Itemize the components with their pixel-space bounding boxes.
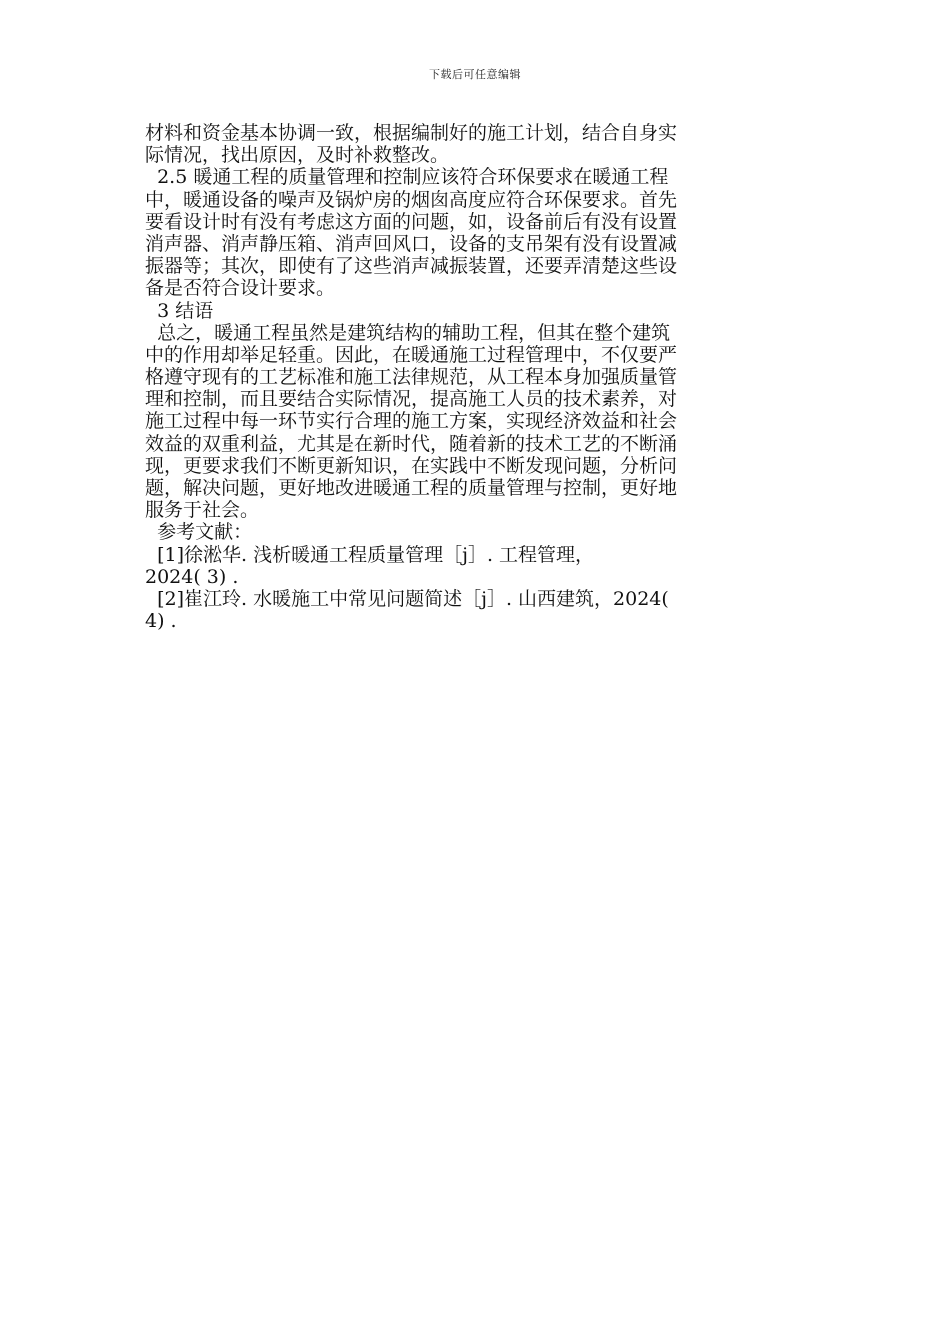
conclusion-line-9: 服务于社会。 [145, 499, 260, 522]
reference-2-line-2: 4) . [145, 610, 177, 633]
reference-1-line-1: [1]徐淞华. 浅析暖通工程质量管理［j］. 工程管理， [145, 543, 595, 566]
text-line-1: 材料和资金基本协调一致，根据编制好的施工计划，结合自身实 [145, 122, 678, 144]
references-heading: 参考文献： [145, 521, 253, 544]
document-body [145, 122, 775, 632]
conclusion-line-3: 格遵守现有的工艺标准和施工法律规范，从工程本身加强质量管 [145, 366, 678, 389]
conclusion-line-6: 效益的双重利益，尤其是在新时代，随着新的技术工艺的不断涌 [145, 432, 678, 455]
conclusion-line-4: 理和控制，而且要结合实际情况，提高施工人员的技术素养，对 [145, 388, 678, 411]
conclusion-line-2: 中的作用却举足轻重。因此，在暖通施工过程管理中，不仅要严 [145, 343, 678, 366]
section-2-5-line-6: 备是否符合设计要求。 [145, 277, 336, 300]
section-2-5-line-2: 中，暖通设备的噪声及锅炉房的烟囱高度应符合环保要求。首先 [145, 188, 678, 211]
section-2-5-line-4: 消声器、消声静压箱、消声回风口，设备的支吊架有没有设置减 [145, 232, 678, 255]
conclusion-line-1: 总之，暖通工程虽然是建筑结构的辅助工程，但其在整个建筑 [145, 321, 671, 344]
section-2-5-line-1: 2.5 暖通工程的质量管理和控制应该符合环保要求在暖通工程 [145, 166, 669, 189]
conclusion-line-5: 施工过程中每一环节实行合理的施工方案，实现经济效益和社会 [145, 410, 678, 433]
conclusion-line-8: 题，解决问题，更好地改进暖通工程的质量管理与控制，更好地 [145, 477, 678, 499]
reference-2-line-1: [2]崔江玲. 水暖施工中常见问题简述［j］. 山西建筑，2024( [145, 587, 669, 610]
page-header-note: 下载后可任意编辑 [429, 68, 521, 81]
section-2-5-line-5: 振器等；其次，即使有了这些消声减振装置，还要弄清楚这些设 [145, 255, 678, 278]
reference-1-line-2: 2024( 3) . [145, 565, 239, 588]
section-3-heading: 3 结语 [145, 299, 214, 322]
section-2-5-line-3: 要看设计时有没有考虑这方面的问题，如，设备前后有没有设置 [145, 210, 678, 233]
text-line-2: 际情况，找出原因，及时补救整改。 [145, 144, 450, 167]
conclusion-line-7: 现，更要求我们不断更新知识，在实践中不断发现问题，分析问 [145, 454, 678, 477]
